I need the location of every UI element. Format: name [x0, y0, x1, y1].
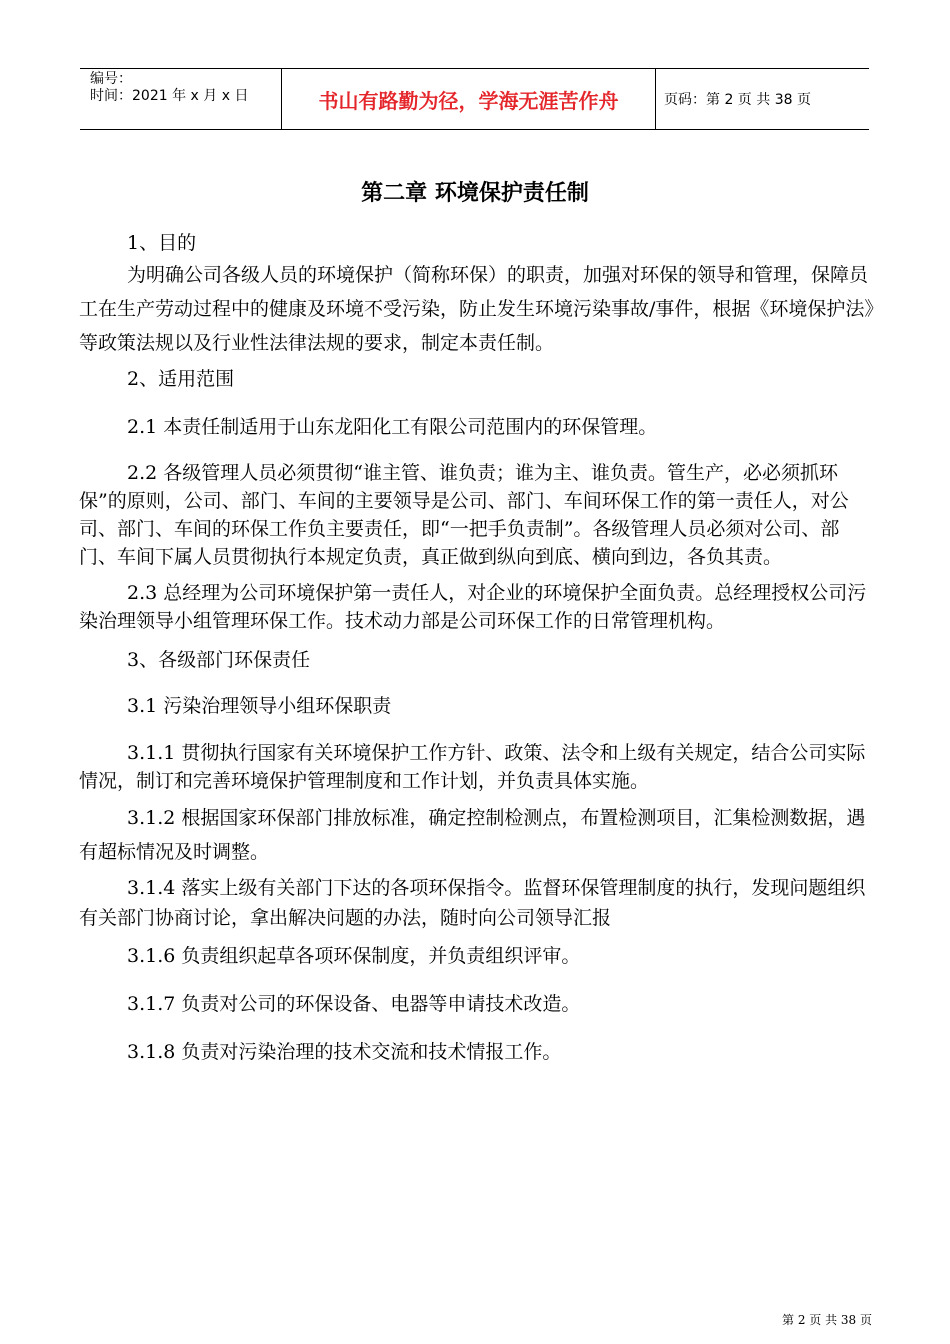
page-footer: 第 2 页 共 38 页	[782, 1313, 872, 1327]
header-meta	[80, 69, 282, 129]
paragraph: 2.3 总经理为公司环境保护第一责任人，对企业的环境保护全面负责。总经理授权公司污染治理领导小组管理环保工作。技术动力部是公司环保工作的日常管理机构。	[79, 582, 867, 632]
paragraph: 2.2 各级管理人员必须贯彻“谁主管、谁负责；谁为主、谁负责。管生产，必必须抓环保”的原则，公司、部门、车间的主要领导是公司、部门、车间环保工作的第一责任人，对公司、部门、车间的环保工作负主要责任，即“一把手负责制”。各级管理人员必须对公司、部门、车间下属人员贯彻执行本规定负责，真正做到纵向到底、横向到边，各负其责。	[79, 462, 849, 568]
section-heading: 3、各级部门环保责任	[127, 649, 311, 671]
paragraph: 2.1 本责任制适用于山东龙阳化工有限公司范围内的环保管理。	[127, 416, 658, 438]
paragraph: 3.1.7 负责对公司的环保设备、电器等申请技术改造。	[127, 993, 581, 1015]
paragraph: 3.1.6 负责组织起草各项环保制度，并负责组织评审。	[127, 945, 581, 967]
paragraph: 为明确公司各级人员的环境保护（简称环保）的职责，加强对环保的领导和管理，保障员工在生产劳动过程中的健康及环境不受污染，防止发生环境污染事故/事件，根据《环境保护法》等政策法规以及行业性法律法规的要求，制定本责任制。	[79, 264, 874, 354]
paragraph: 3.1.4 落实上级有关部门下达的各项环保指令。监督环保管理制度的执行，发现问题组织有关部门协商讨论，拿出解决问题的办法，随时向公司领导汇报	[79, 877, 866, 929]
header-page-info: 页码：第 2 页 共 38 页	[664, 92, 811, 108]
paragraph: 3.1 污染治理领导小组环保职责	[127, 695, 392, 717]
chapter-title: 第二章 环境保护责任制	[361, 181, 589, 206]
paragraph: 3.1.8 负责对污染治理的技术交流和技术情报工作。	[127, 1041, 562, 1063]
document-body	[79, 228, 874, 1067]
paragraph: 3.1.2 根据国家环保部门排放标准，确定控制检测点，布置检测项目，汇集检测数据，遇有超标情况及时调整。	[79, 807, 866, 863]
paragraph: 3.1.1 贯彻执行国家有关环境保护工作方针、政策、法令和上级有关规定，结合公司实际情况，制订和完善环境保护管理制度和工作计划，并负责具体实施。	[79, 742, 866, 792]
section-heading: 1、目的	[127, 232, 197, 254]
page-header	[80, 68, 869, 130]
section-heading: 2、适用范围	[127, 368, 235, 390]
header-time: 时间：2021 年 x 月 x 日	[90, 88, 249, 104]
header-code: 编号：	[90, 71, 132, 87]
header-motto: 书山有路勤为径，学海无涯苦作舟	[282, 69, 656, 129]
